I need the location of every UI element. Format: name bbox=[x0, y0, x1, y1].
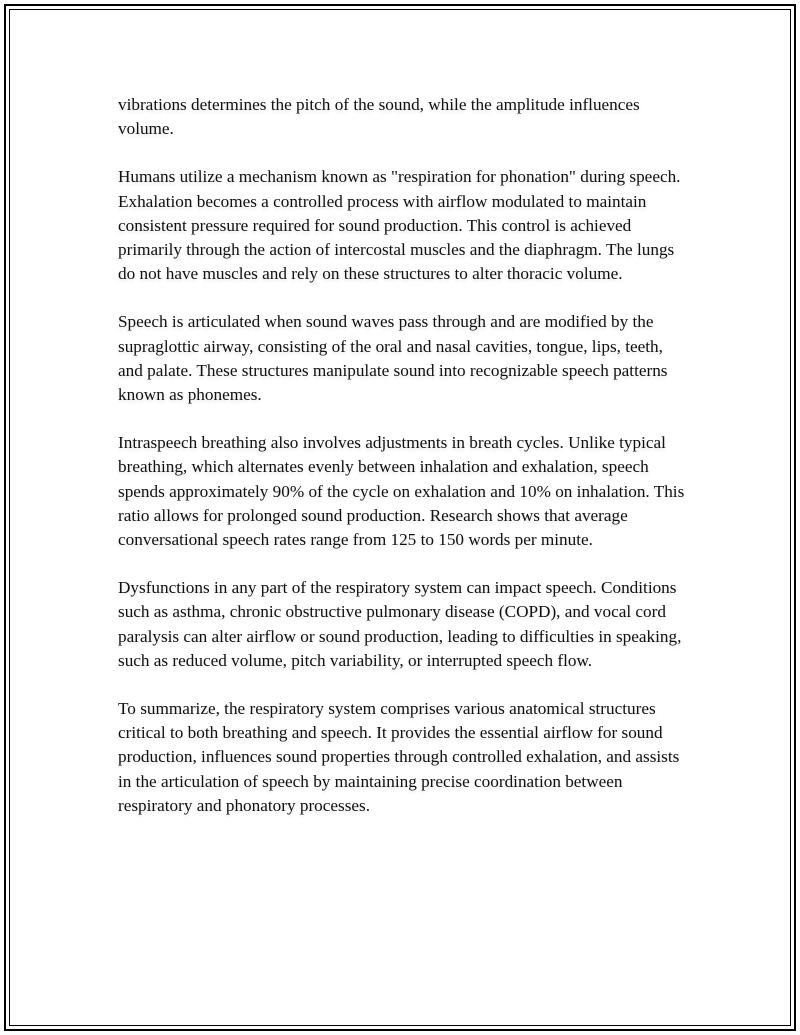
paragraph-intraspeech-breathing: Intraspeech breathing also involves adjustments in breath cycles. Unlike typical breathing, which alternates evenly between inhalation and exhalation, speech spends approximately 90% of the cycle on exhalation and 10% on inhalation. This ratio allows for prolonged sound production. Research shows that average conversational speech rates range from 125 to 150 words per minute. bbox=[118, 433, 685, 550]
paragraph-dysfunctions: Dysfunctions in any part of the respiratory system can impact speech. Conditions such as asthma, chronic obstructive pulmonary disease (COPD), and vocal cord paralysis can alter airflow or sound production, leading to difficulties in speaking, such as reduced volume, pitch variability, or interrupted speech flow. bbox=[118, 578, 682, 670]
paragraph-summary: To summarize, the respiratory system comprises various anatomical structures critical to both breathing and speech. It provides the essential airflow for sound production, influences sound properties through controlled exhalation, and assists in the articulation of speech by maintaining precise coordination between respiratory and phonatory processes. bbox=[118, 699, 680, 815]
document-body bbox=[118, 93, 688, 842]
paragraph-articulation: Speech is articulated when sound waves pass through and are modified by the supraglottic airway, consisting of the oral and nasal cavities, tongue, lips, teeth, and palate. These structures manipulate sound into recognizable speech patterns known as phonemes. bbox=[118, 312, 668, 405]
paragraph-pitch-amplitude: vibrations determines the pitch of the sound, while the amplitude influences volume. bbox=[118, 95, 640, 139]
paragraph-respiration-for-phonation: Humans utilize a mechanism known as "respiration for phonation" during speech. Exhalation becomes a controlled process with airflow modulated to maintain consistent pressure required for sound production. This control is achieved primarily through the action of intercostal muscles and the diaphragm. The lungs do not have muscles and rely on these structures to alter thoracic volume. bbox=[118, 167, 681, 284]
